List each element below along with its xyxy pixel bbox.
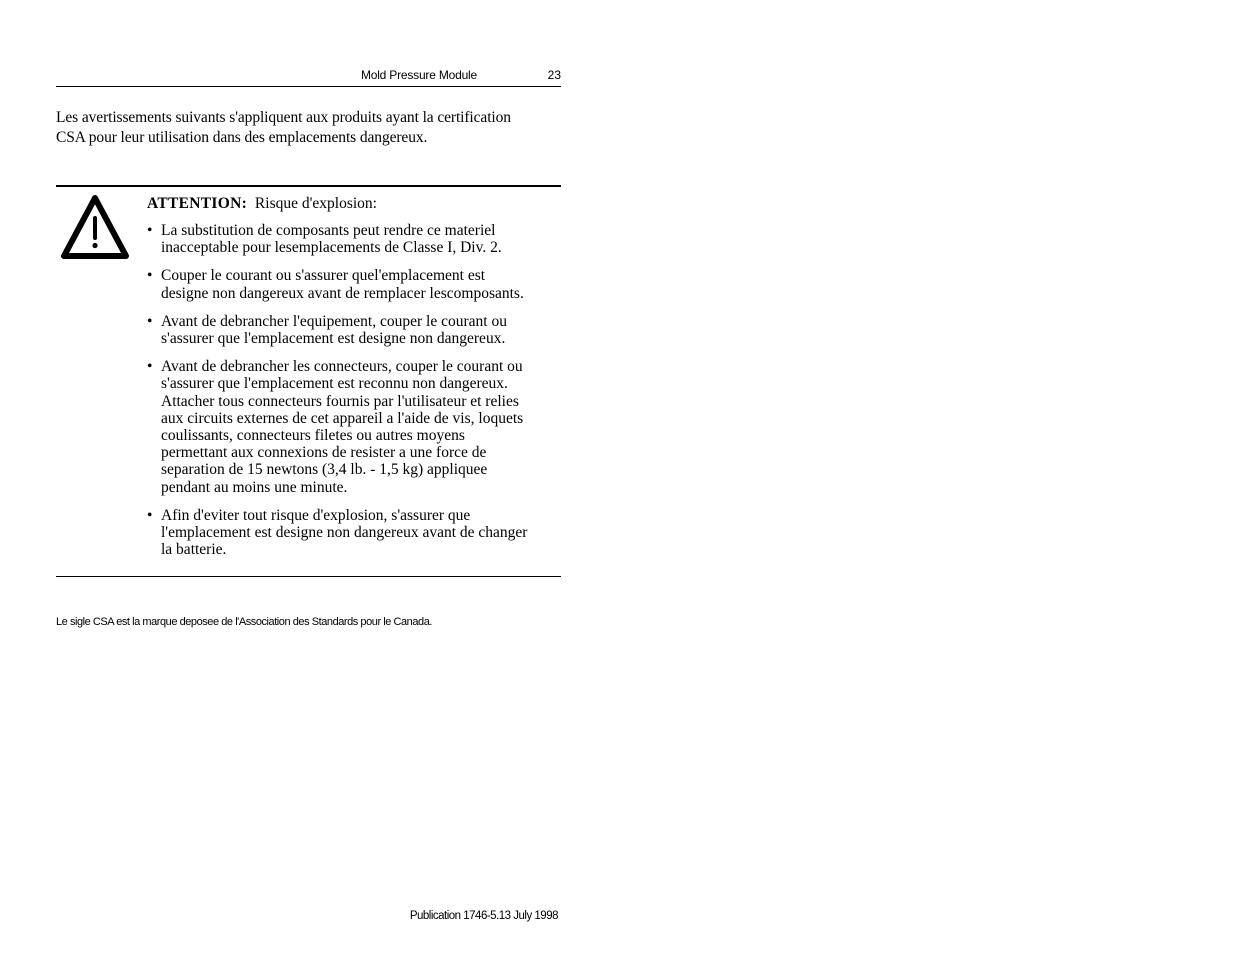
list-item-line: Avant de debrancher l'equipement, couper le courant ou [161,312,507,330]
intro-line: Les avertissements suivants s'appliquent aux produits ayant la certification [56,109,511,126]
list-item-line: Avant de debrancher les connecteurs, couper le courant ou [161,358,523,376]
list-item-line: la batterie. [161,541,227,559]
list-item-line: coulissants, connecteurs filetes ou autres moyens [161,427,465,445]
bullet-mark: • [147,506,153,524]
list-item-line: separation de 15 newtons (3,4 lb. - 1,5 kg) appliquee [161,461,488,479]
list-item-line: Couper le courant ou s'assurer quel'emplacement est [161,267,486,285]
list-item-line: designe non dangereux avant de remplacer lescomposants. [161,284,524,302]
attention-heading [147,195,377,213]
list-item-line: La substitution de composants peut rendre ce materiel [161,222,496,239]
attention-label: ATTENTION: [147,195,248,212]
list-item [147,313,561,347]
list-item [147,267,561,301]
list-item [147,358,561,496]
list-item-line: pendant au moins une minute. [161,478,348,496]
list-item-line: aux circuits externes de cet appareil a l'aide de vis, loquets [161,409,524,427]
bullet-mark: • [147,267,153,285]
running-title: Mold Pressure Module [360,68,477,82]
list-item-line: s'assurer que l'emplacement est reconnu non dangereux. [161,375,508,393]
intro-paragraph [56,108,566,148]
warning-triangle-icon [60,194,130,262]
intro-line: CSA pour leur utilisation dans des emplacements dangereux. [56,129,428,146]
attention-bottom-rule [56,576,561,577]
attention-bullet-list [147,222,561,569]
attention-text: Risque d'explosion: [254,195,377,212]
list-item-line: permettant aux connexions de resister a une force de [161,444,487,462]
list-item-line: inacceptable pour lesemplacements de Classe I, Div. 2. [161,239,502,257]
page-number: 23 [547,68,561,82]
list-item [147,222,561,256]
footnote: Le sigle CSA est la marque deposee de l'Association des Standards pour le Canada. [56,616,432,628]
list-item-line: s'assurer que l'emplacement est designe non dangereux. [161,330,506,348]
page-header [56,66,561,87]
publication-info: Publication 1746-5.13 July 1998 [409,910,558,922]
list-item-line: Attacher tous connecteurs fournis par l'utilisateur et relies [161,392,519,410]
list-item-line: l'emplacement est designe non dangereux avant de changer [161,524,528,542]
bullet-mark: • [147,222,153,239]
list-item [147,507,561,559]
bullet-mark: • [147,312,153,330]
attention-top-rule [56,185,561,187]
list-item-line: Afin d'eviter tout risque d'explosion, s'assurer que [161,506,471,524]
bullet-mark: • [147,358,153,376]
